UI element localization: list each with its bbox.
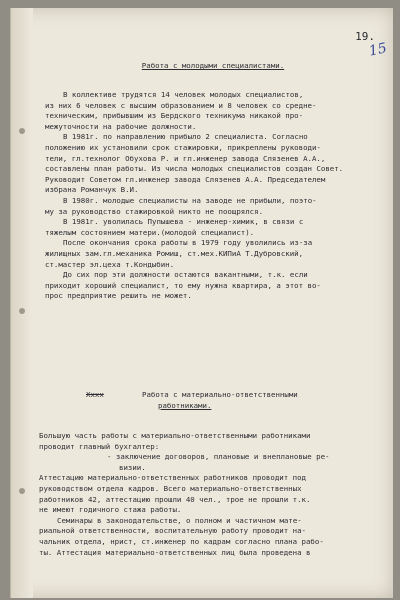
page-number: 19. — [355, 30, 375, 43]
paragraph-line: В 1981г. по направлению прибыло 2 специалиста. Согласно — [63, 132, 308, 142]
struck-prefix: Хххх — [86, 390, 104, 399]
punch-hole — [19, 308, 25, 314]
document-page — [10, 8, 393, 598]
paragraph-line: прос предприятие решить не может. — [45, 291, 192, 301]
paragraph-line: из них 6 человек с высшим образованием и 8 человек со средне- — [45, 100, 317, 110]
section-body — [45, 90, 385, 302]
paragraph-line: чальник отдела, нрист, ст.инженер по кадрам согласно плана рабо- — [39, 536, 324, 546]
punch-hole — [19, 128, 25, 134]
paragraph-line: - заключение договоров, плановые и внеплановые ре- — [107, 452, 330, 462]
paragraph-line: В 1980г. молодые специалисты на заводе не прибыли, поэто- — [63, 195, 317, 205]
handwritten-page-number: 15 — [367, 40, 389, 60]
paragraph-line: Семинары в законодательстве, о полном и частичном мате- — [57, 515, 302, 525]
section-title: работниками. — [158, 401, 212, 410]
paragraph-line: избрана Романчук В.И. — [45, 185, 139, 195]
paragraph-line: работников 42, аттестацию прошли 40 чел., трое не прошли т.к. — [39, 494, 311, 504]
paragraph-line: До сих пор эти должности остаются вакантными, т.к. если — [63, 270, 308, 280]
paragraph-line: проводит главный бухгалтер: — [39, 441, 160, 451]
paragraph-line: не имеют годичного стажа работы. — [39, 505, 182, 515]
paragraph-line: ст.мастер эл.цеха т.Кондыбин. — [45, 259, 175, 269]
paragraph-line: риальной ответственности, воспитательную работу проводит на- — [39, 526, 306, 536]
paragraph-line: В коллективе трудятся 14 человек молодых специалистов, — [63, 90, 304, 99]
paragraph-line: му за руководство стажировкой никто не поощрялся. — [45, 206, 264, 216]
paragraph-line: руководством отдела кадров. Всего материально-ответственных — [39, 483, 302, 493]
paragraph-line: Аттестацию материально-ответственных работников проводит под — [39, 473, 306, 483]
section-title: Работа с молодыми специалистами. — [141, 61, 285, 70]
paragraph-line: В 1981г. уволилась Пупышева - инженер-химик, в связи с — [63, 217, 304, 227]
paragraph-line: техническим, прибывшим из Бердского техникума никакой про- — [45, 111, 304, 121]
punch-hole — [19, 488, 25, 494]
paragraph-line: После окончания срока работы в 1979 году уволились из-за — [63, 238, 313, 248]
paragraph-line: межуточности на рабочие должности. — [45, 121, 197, 131]
paragraph-line: тяжелым состоянием матери.(молодой специалист). — [45, 227, 255, 237]
section-title: Работа с материально-ответственными — [142, 390, 298, 399]
binding-strip — [11, 8, 33, 598]
paragraph-line: жилищных зам.гл.механика Ромиш, ст.мех.КИПиА Т.Дубровский, — [45, 248, 304, 258]
paragraph-line: положению их установили срок стажировки, прикреплены руководи- — [45, 142, 321, 152]
paragraph-line: Руководит Советом гл.инженер завода Слязенев А.А. Председателем — [45, 174, 326, 184]
paragraph-line: приходит хороший специалист, то ему нужна квартира, а этот во- — [45, 280, 321, 290]
paragraph-line: ты. Аттестация материально-ответственных лиц была проведена в — [39, 547, 311, 557]
paragraph-line: составлены план работы. Из числа молодых специалистов создан Совет. — [45, 164, 344, 174]
paragraph-line: тели, гл.технолог Обухова Р. и гл.инженер завода Слязенев А.А., — [45, 153, 326, 163]
paragraph-line: визии. — [119, 462, 146, 472]
section-body — [39, 431, 389, 558]
paragraph-line: Большую часть работы с материально-ответственными работниками — [39, 431, 311, 440]
